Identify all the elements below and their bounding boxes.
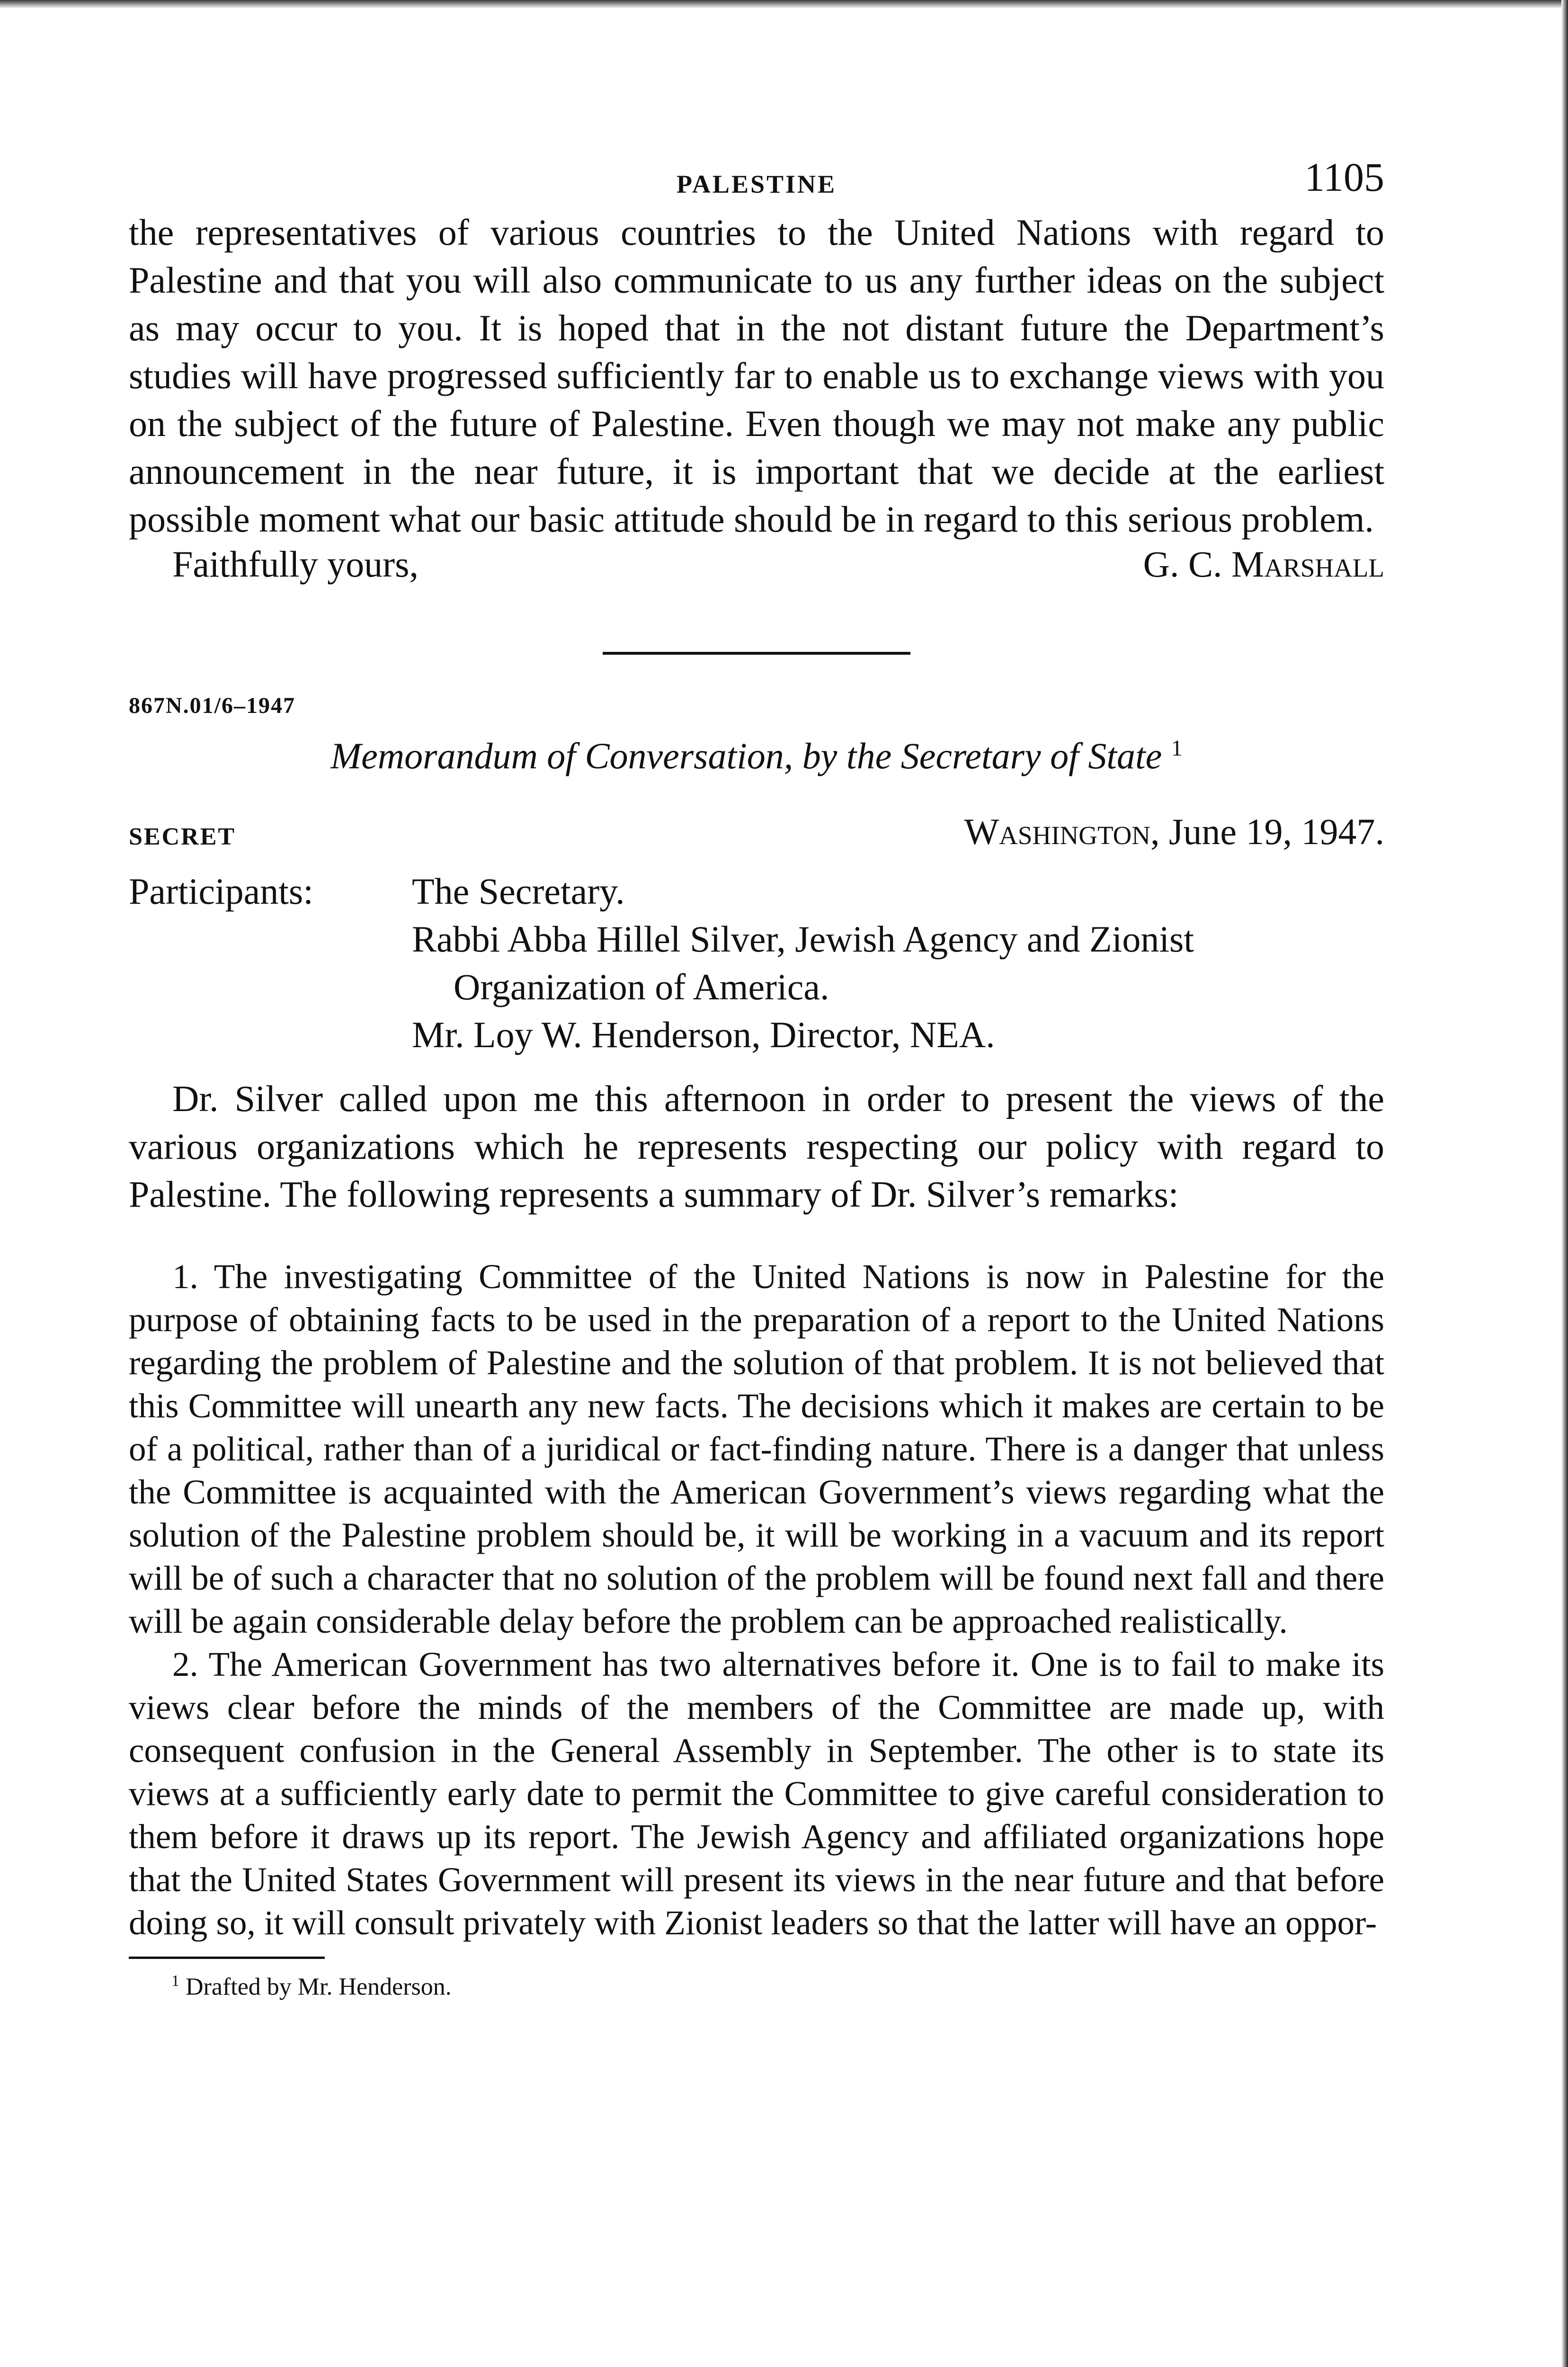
scan-edge-right [1561, 0, 1568, 2367]
participants-block [129, 867, 1384, 1059]
section-divider [603, 652, 910, 655]
letter-closing-line [129, 543, 1384, 593]
memo-intro: Dr. Silver called upon me this afternoon in order to present the views of the various organizations which he represents respecting our policy with regard to Palestine. The following represents a summary of Dr. Silver’s remarks: [129, 1078, 1384, 1215]
memo-point-1: 1. The investigating Committee of the United Nations is now in Palestine for the purpose of obtaining facts to be used in the preparation of a report to the United Nations regarding the problem of Palestine and the solution of that problem. It is not believed that this Committee will unearth any new facts. The decisions which it makes are certain to be of a political, rather than of a juridical or fact-finding nature. There is a danger that unless the Committee is acquainted with the American Government’s views regarding what the solution of the Palestine problem should be, it will be working in a vacuum and its report will be of such a character that no solution of the problem will be found next fall and there will be again considerable delay before the problem can be approached realistically. [129, 1257, 1384, 1640]
file-number: 867N.01/6–1947 [129, 693, 295, 718]
footnote-text: Drafted by Mr. Henderson. [186, 1973, 452, 2001]
page-number: 1105 [1304, 154, 1384, 200]
document-page [129, 142, 1384, 2001]
letter-closing: Faithfully yours, [172, 543, 419, 585]
place: Washington, [964, 811, 1160, 852]
scan-edge-top [0, 0, 1568, 9]
memo-point-2: 2. The American Government has two alternatives before it. One is to fail to make its views clear before the minds of the members of the Committee are made up, with consequent confusion in the General Assembly in September. The other is to state its views at a sufficiently early date to permit the Committee to give careful consideration to them before it draws up its report. The Jewish Agency and affiliated organizations hope that the United States Government will present its views in the near future and that before doing so, it will consult privately with Zionist leaders so that the latter will have an oppor- [129, 1645, 1384, 1942]
participant-henderson: Mr. Loy W. Henderson, Director, NEA. [412, 1014, 995, 1055]
participants-label: Participants: [129, 871, 313, 912]
date: June 19, 1947. [1169, 811, 1384, 852]
participants-list [412, 867, 1384, 1059]
participant-silver: Rabbi Abba Hillel Silver, Jewish Agency and Zionist [412, 918, 1194, 960]
running-title: PALESTINE [676, 170, 837, 198]
classification: SECRET [129, 823, 236, 850]
memo-title-text: Memorandum of Conversation, by the Secretary of State [330, 735, 1162, 776]
memo-title [129, 735, 1384, 777]
letter-signature: G. C. Marshall [1143, 543, 1384, 585]
participant-secretary: The Secretary. [412, 871, 625, 912]
classification-line [129, 810, 1384, 863]
running-head [129, 142, 1384, 208]
letter-continuation: the representatives of various countries to the United Nations with regard to Palestine and that you will also communicate to us any further ideas on the subject as may occur to you. It is hoped that in the not distant future the Department’s studies will have progressed sufficiently far to enable us to exchange views with you on the subject of the future of Palestine. Even though we may not make any public announcement in the near future, it is important that we decide at the earliest possible moment what our basic attitude should be in regard to this serious problem. [129, 212, 1384, 540]
footnote-rule [129, 1957, 325, 1959]
participant-silver-continued: Organization of America. [454, 966, 829, 1007]
memo-title-footnote-ref: 1 [1171, 736, 1183, 761]
place-date [964, 810, 1384, 853]
footnote-marker: 1 [171, 1972, 179, 1990]
footnote [129, 1972, 1384, 2001]
